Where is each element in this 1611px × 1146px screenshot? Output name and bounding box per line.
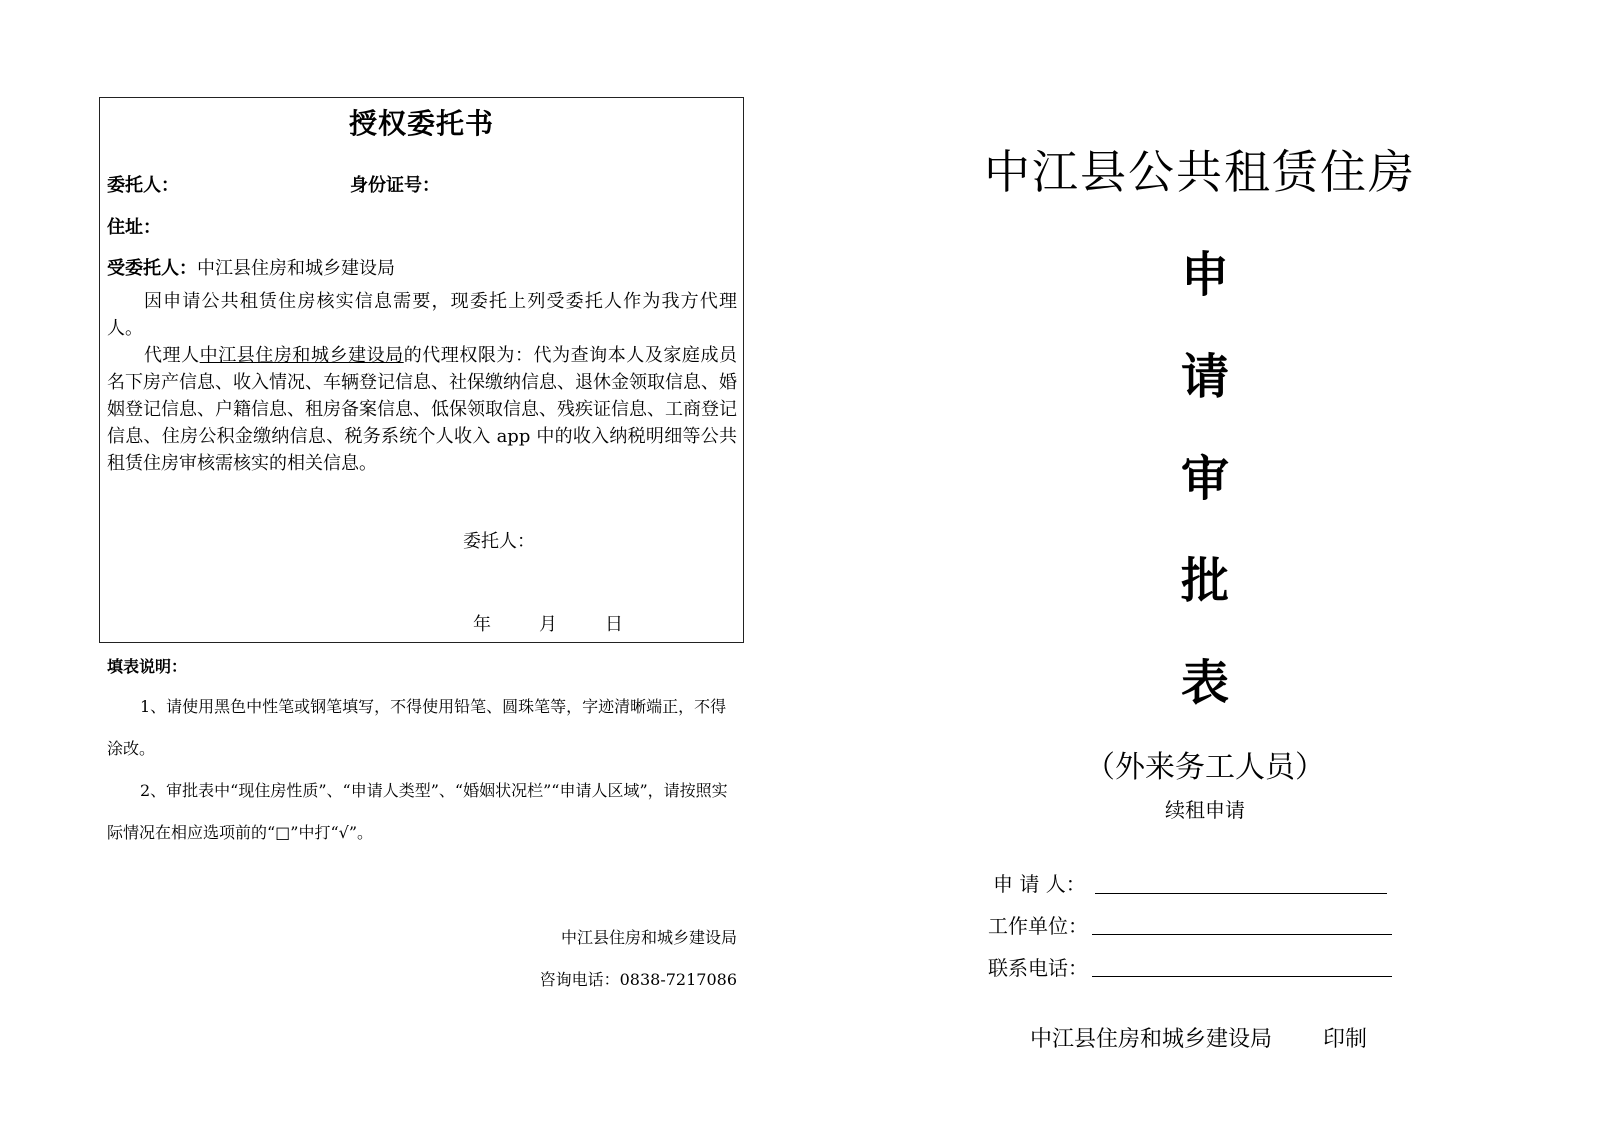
- principal-label: 委托人：: [107, 175, 179, 196]
- cover-char-4: 批: [1180, 553, 1229, 609]
- applicant-label: 申 请 人：: [993, 872, 1086, 896]
- cover-char-3: 审: [1180, 451, 1229, 507]
- hotline: 咨询电话：0838-7217086: [539, 970, 737, 989]
- issuer-name: 中江县住房和城乡建设局: [560, 928, 737, 947]
- instruction-item-1: 1、请使用黑色中性笔或钢笔填写，不得使用铅笔、圆珠笔等，字迹清晰端正，不得涂改。: [107, 697, 727, 758]
- signature-label: 委托人：: [463, 531, 535, 552]
- cover-char-2: 请: [1180, 349, 1229, 405]
- applicant-line[interactable]: [1095, 893, 1387, 894]
- para2-prefix: 代理人: [144, 345, 200, 366]
- authorization-paragraph-1: 因申请公共租赁住房核实信息需要，现委托上列受委托人作为我方代理人。: [107, 291, 737, 339]
- printer-name: 中江县住房和城乡建设局: [1030, 1027, 1273, 1052]
- para2-agent: 中江县住房和城乡建设局: [199, 345, 404, 366]
- agent-row: [107, 254, 395, 280]
- phone-line[interactable]: [1092, 976, 1392, 977]
- phone-label: 联系电话：: [988, 956, 1088, 980]
- address-label: 住址：: [107, 217, 161, 238]
- instructions-heading: 填表说明：: [107, 657, 188, 676]
- employer-label: 工作单位：: [988, 914, 1088, 938]
- cover-title: 中江县公共租赁住房: [984, 145, 1416, 199]
- instruction-item-2: 2、审批表中“现住房性质”、“申请人类型”、“婚姻状况栏”“申请人区域”，请按照实际情况在相应选项前的“□”中打“√”。: [107, 781, 728, 842]
- agent-value: 中江县住房和城乡建设局: [197, 258, 395, 279]
- date-year: 年: [473, 614, 491, 635]
- cover-subtitle: （外来务工人员）: [1085, 750, 1325, 785]
- date-day: 日: [605, 614, 623, 635]
- date-month: 月: [539, 614, 557, 635]
- cover-char-5: 表: [1180, 655, 1229, 711]
- employer-line[interactable]: [1092, 934, 1392, 935]
- cover-renewal: 续租申请: [1165, 798, 1245, 822]
- id-number-label: 身份证号：: [350, 175, 440, 196]
- authorization-paragraph-2: [107, 342, 737, 477]
- agent-label: 受委托人：: [107, 258, 197, 279]
- para2-rest: 的代理权限为：代为查询本人及家庭成员名下房产信息、收入情况、车辆登记信息、社保缴纳信息、退休金领取信息、婚姻登记信息、户籍信息、租房备案信息、低保领取信息、残疾证信息、工商登记信息、住房公积金缴纳信息、税务系统个人收入 app 中的收入纳税明细等公共租赁住房审核需核实的相关信息。: [107, 345, 738, 474]
- cover-char-1: 申: [1180, 247, 1229, 303]
- authorization-title: 授权委托书: [348, 107, 494, 140]
- printer-suffix: 印制: [1323, 1027, 1368, 1052]
